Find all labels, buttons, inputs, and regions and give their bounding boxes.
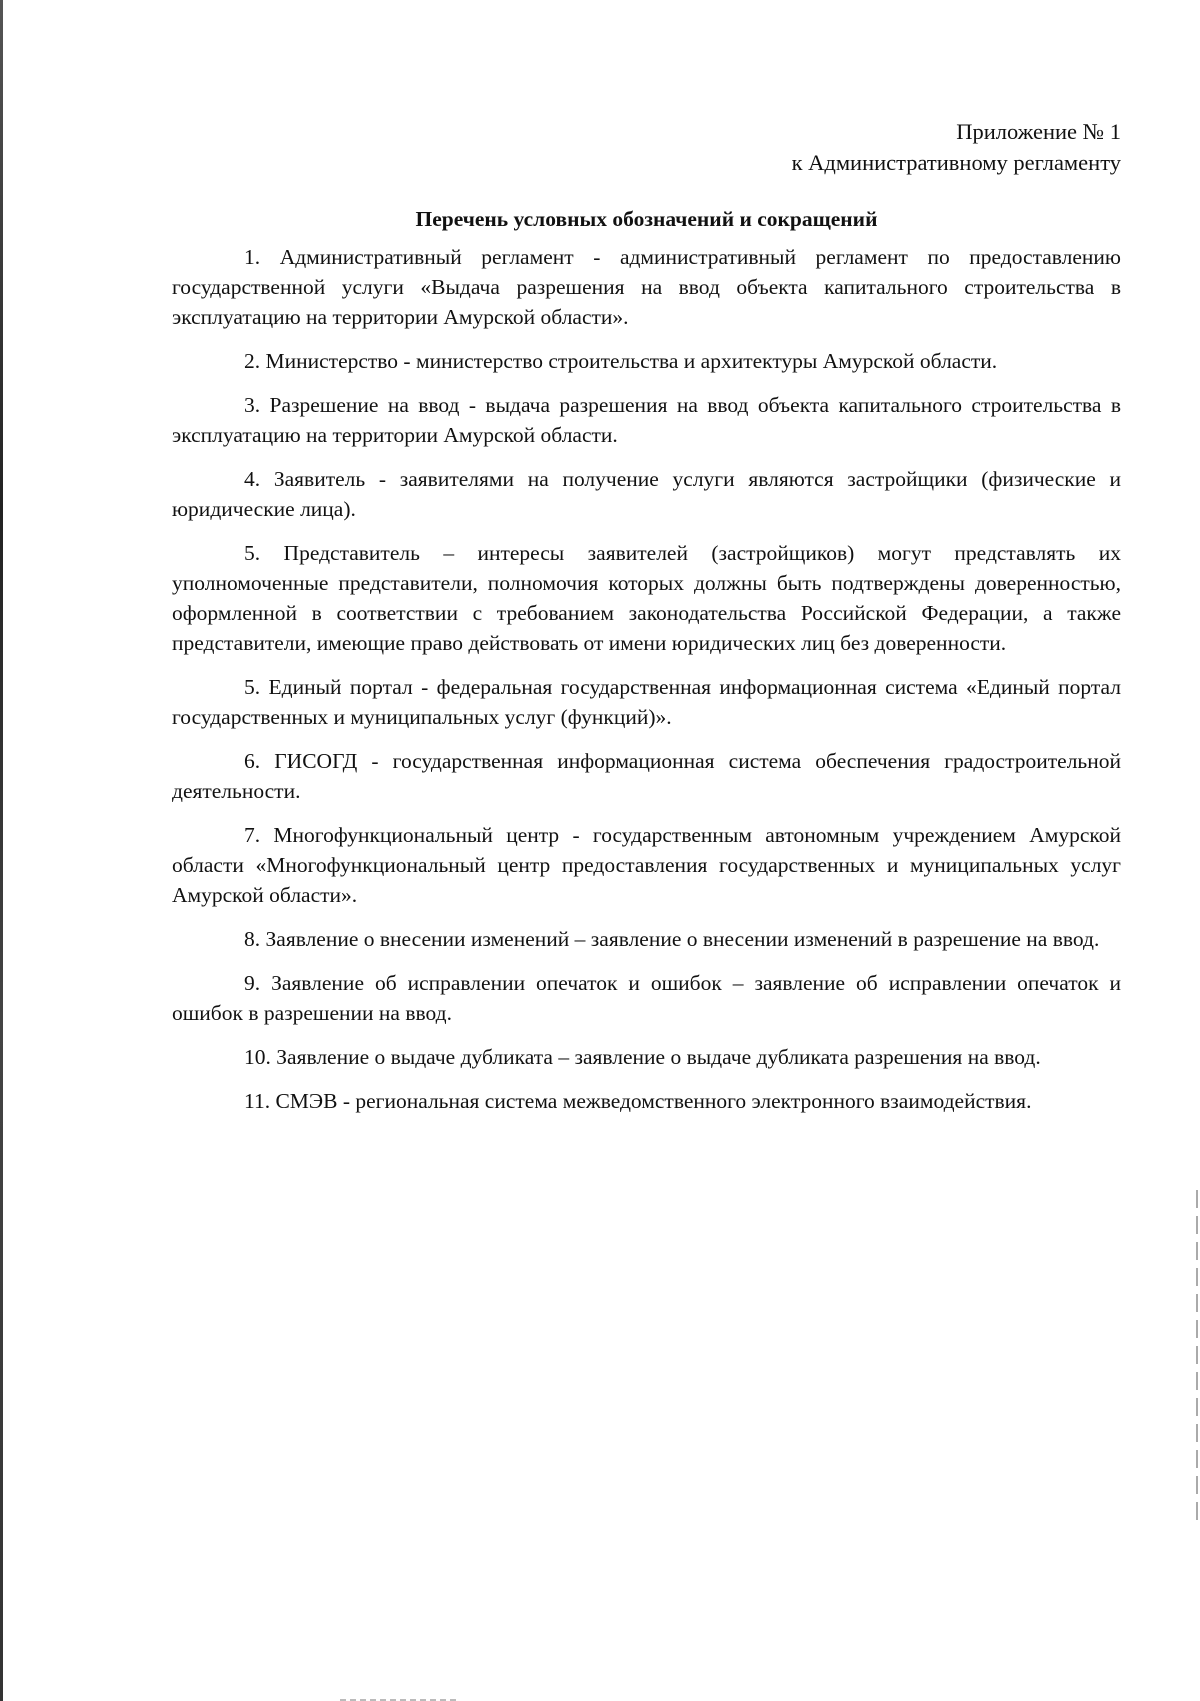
list-item-5: 5. Представитель – интересы заявителей (застройщиков) могут представлять их уполномоченные представители, полномочия которых должны быть подтверждены доверенностью, оформленной в соответствии с требованием законодательства Российской Федерации, а также представители, имеющие право действовать от имени юридических лиц без доверенности. bbox=[172, 541, 1121, 655]
list-item-7: 7. Многофункциональный центр - государственным автономным учреждением Амурской области «Многофункциональный центр предоставления государственных и муниципальных услуг Амурской области». bbox=[172, 823, 1121, 907]
document-page bbox=[172, 116, 1121, 1130]
scan-left-edge bbox=[0, 0, 3, 1701]
list-item-3: 3. Разрешение на ввод - выдача разрешения на ввод объекта капитального строительства в эксплуатацию на территории Амурской области. bbox=[172, 393, 1121, 447]
appendix-number: Приложение № 1 bbox=[956, 119, 1121, 144]
list-item-8: 8. Заявление о внесении изменений – заявление о внесении изменений в разрешение на ввод. bbox=[244, 927, 1100, 951]
appendix-header bbox=[172, 116, 1121, 178]
list-item-4: 4. Заявитель - заявителями на получение услуги являются застройщики (физические и юридические лица). bbox=[172, 467, 1121, 521]
document-title: Перечень условных обозначений и сокращений bbox=[415, 207, 878, 231]
list-item-2: 2. Министерство - министерство строительства и архитектуры Амурской области. bbox=[244, 349, 998, 373]
list-item-9: 9. Заявление об исправлении опечаток и ошибок – заявление об исправлении опечаток и ошибок в разрешении на ввод. bbox=[172, 971, 1121, 1025]
list-item-10: 10. Заявление о выдаче дубликата – заявление о выдаче дубликата разрешения на ввод. bbox=[244, 1045, 1041, 1069]
scan-right-edge bbox=[1196, 1190, 1198, 1520]
list-item-11: 11. СМЭВ - региональная система межведомственного электронного взаимодействия. bbox=[244, 1089, 1032, 1113]
list-item-1: 1. Административный регламент - административный регламент по предоставлению государственной услуги «Выдача разрешения на ввод объекта капитального строительства в эксплуатацию на территории Амурской области». bbox=[172, 245, 1121, 329]
list-item-5b: 5. Единый портал - федеральная государственная информационная система «Единый портал государственных и муниципальных услуг (функций)». bbox=[172, 675, 1121, 729]
list-item-6: 6. ГИСОГД - государственная информационная система обеспечения градостроительной деятельности. bbox=[172, 749, 1121, 803]
appendix-reference: к Административному регламенту bbox=[791, 150, 1121, 175]
